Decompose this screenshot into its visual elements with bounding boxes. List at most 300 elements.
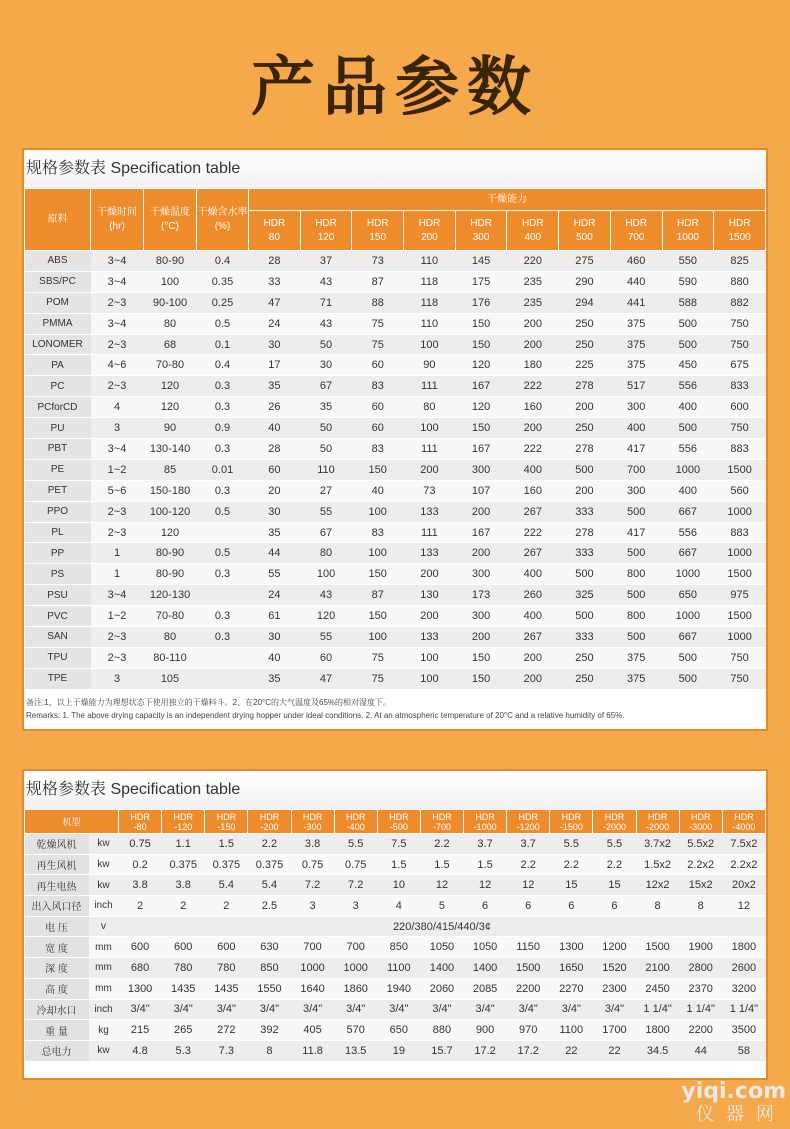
- model-header: HDR 150: [352, 211, 404, 251]
- value-cell: 73: [352, 251, 404, 272]
- value-cell: 47: [300, 668, 352, 689]
- value-cell: 588: [662, 292, 714, 313]
- material-cell: PL: [25, 522, 91, 543]
- value-cell: 4.8: [119, 1040, 162, 1061]
- value-cell: 17.2: [507, 1040, 550, 1061]
- model-header: HDR 120: [300, 211, 352, 251]
- value-cell: 850: [248, 958, 291, 979]
- model-header: HDR -80: [119, 810, 162, 834]
- value-cell: 300: [610, 480, 662, 501]
- value-cell: 200: [559, 480, 611, 501]
- value-cell: 0.4: [197, 355, 249, 376]
- value-cell: 325: [559, 585, 611, 606]
- material-cell: PPO: [25, 501, 91, 522]
- value-cell: 1000: [714, 543, 766, 564]
- material-cell: PE: [25, 459, 91, 480]
- value-cell: 600: [119, 937, 162, 958]
- parameter-label: 再生风机: [25, 854, 89, 875]
- value-cell: 1500: [636, 937, 679, 958]
- value-cell: 28: [249, 439, 301, 460]
- value-cell: 333: [559, 627, 611, 648]
- material-cell: ABS: [25, 251, 91, 272]
- value-cell: 60: [249, 459, 301, 480]
- value-cell: 175: [455, 271, 507, 292]
- value-cell: 517: [610, 376, 662, 397]
- value-cell: 0.9: [197, 418, 249, 439]
- value-cell: 43: [300, 313, 352, 334]
- value-cell: 88: [352, 292, 404, 313]
- model-header: HDR 500: [559, 211, 611, 251]
- value-cell: 2~3: [91, 376, 144, 397]
- value-cell: 80: [144, 627, 197, 648]
- value-cell: 80: [404, 397, 456, 418]
- value-cell: 60: [352, 355, 404, 376]
- value-cell: 300: [610, 397, 662, 418]
- value-cell: 100: [404, 668, 456, 689]
- value-cell: 1.5: [420, 854, 463, 875]
- value-cell: 35: [249, 376, 301, 397]
- value-cell: 1000: [662, 564, 714, 585]
- value-cell: 3.8: [162, 875, 205, 896]
- table-row: [25, 376, 766, 397]
- value-cell: 120: [300, 606, 352, 627]
- value-cell: 3/4": [291, 999, 334, 1020]
- material-cell: PSU: [25, 585, 91, 606]
- value-cell: 75: [352, 647, 404, 668]
- value-cell: 1520: [593, 958, 636, 979]
- table-row: [25, 251, 766, 272]
- value-cell: 40: [249, 418, 301, 439]
- value-cell: 400: [507, 606, 559, 627]
- table-row: [25, 854, 766, 875]
- value-cell: 7.3: [205, 1040, 248, 1061]
- table-row: [25, 543, 766, 564]
- value-cell: 750: [714, 313, 766, 334]
- value-cell: 900: [464, 1020, 507, 1041]
- value-cell: 1100: [550, 1020, 593, 1041]
- unit-cell: mm: [89, 978, 119, 999]
- value-cell: 0.3: [197, 627, 249, 648]
- value-cell: 2370: [679, 978, 722, 999]
- table-row: [25, 1040, 766, 1061]
- value-cell: 167: [455, 376, 507, 397]
- value-cell: 800: [610, 606, 662, 627]
- value-cell: 133: [404, 627, 456, 648]
- value-cell: 6: [550, 896, 593, 917]
- value-cell: 600: [714, 397, 766, 418]
- value-cell: 30: [249, 627, 301, 648]
- value-cell: 441: [610, 292, 662, 313]
- value-cell: 12: [420, 875, 463, 896]
- value-cell: 90: [144, 418, 197, 439]
- value-cell: 1300: [550, 937, 593, 958]
- model-header: HDR 80: [249, 211, 301, 251]
- value-cell: 500: [662, 418, 714, 439]
- value-cell: 120: [144, 522, 197, 543]
- value-cell: 675: [714, 355, 766, 376]
- value-cell: 100: [352, 501, 404, 522]
- value-cell: 2.2: [507, 854, 550, 875]
- value-cell: 10: [377, 875, 420, 896]
- value-cell: 700: [291, 937, 334, 958]
- value-cell: 37: [300, 251, 352, 272]
- value-cell: 0.1: [197, 334, 249, 355]
- value-cell: 7.5: [377, 834, 420, 855]
- value-cell: 8: [248, 1040, 291, 1061]
- parameter-label: 高 度: [25, 978, 89, 999]
- value-cell: 290: [559, 271, 611, 292]
- value-cell: 417: [610, 439, 662, 460]
- value-cell: 2200: [507, 978, 550, 999]
- value-cell: 267: [507, 543, 559, 564]
- value-cell: 650: [662, 585, 714, 606]
- value-cell: 3~4: [91, 439, 144, 460]
- value-cell: 15: [593, 875, 636, 896]
- value-cell: 590: [662, 271, 714, 292]
- value-cell: 235: [507, 271, 559, 292]
- value-cell: 556: [662, 376, 714, 397]
- value-cell: 28: [249, 251, 301, 272]
- value-cell: 200: [404, 459, 456, 480]
- value-cell: 20x2: [722, 875, 765, 896]
- value-cell: 100: [404, 647, 456, 668]
- value-cell: 0.2: [119, 854, 162, 875]
- value-cell: 120: [144, 397, 197, 418]
- value-cell: 278: [559, 376, 611, 397]
- value-cell: 0.3: [197, 376, 249, 397]
- model-header: HDR -700: [420, 810, 463, 834]
- value-cell: 35: [249, 522, 301, 543]
- value-cell: 222: [507, 522, 559, 543]
- value-cell: 1650: [550, 958, 593, 979]
- unit-cell: kw: [89, 875, 119, 896]
- table-row: [25, 334, 766, 355]
- value-cell: 120: [144, 376, 197, 397]
- value-cell: 2100: [636, 958, 679, 979]
- value-cell: 100: [404, 334, 456, 355]
- table-row: [25, 397, 766, 418]
- value-cell: 11.8: [291, 1040, 334, 1061]
- value-cell: 272: [205, 1020, 248, 1041]
- value-cell: 145: [455, 251, 507, 272]
- value-cell: 1800: [722, 937, 765, 958]
- value-cell: 680: [119, 958, 162, 979]
- table-row: [25, 501, 766, 522]
- value-cell: 250: [559, 418, 611, 439]
- value-cell: 12: [464, 875, 507, 896]
- value-cell: 26: [249, 397, 301, 418]
- material-cell: PA: [25, 355, 91, 376]
- value-cell: 1150: [507, 937, 550, 958]
- value-cell: 2~3: [91, 647, 144, 668]
- value-cell: 500: [662, 668, 714, 689]
- value-cell: 500: [610, 543, 662, 564]
- value-cell: 2: [119, 896, 162, 917]
- watermark-logo: yiqi.com 仪器网: [681, 1079, 786, 1125]
- table-notes: [24, 690, 766, 722]
- value-cell: 300: [455, 459, 507, 480]
- value-cell: 1700: [593, 1020, 636, 1041]
- value-cell: 3/4": [593, 999, 636, 1020]
- value-cell: 500: [662, 313, 714, 334]
- value-cell: 2085: [464, 978, 507, 999]
- value-cell: 6: [464, 896, 507, 917]
- value-cell: 250: [559, 334, 611, 355]
- material-cell: POM: [25, 292, 91, 313]
- model-header: HDR -2000: [636, 810, 679, 834]
- material-cell: PMMA: [25, 313, 91, 334]
- value-cell: 3/4": [550, 999, 593, 1020]
- value-cell: 0.75: [334, 854, 377, 875]
- value-cell: 1 1/4": [679, 999, 722, 1020]
- material-cell: TPU: [25, 647, 91, 668]
- table-row: [25, 564, 766, 585]
- value-cell: 3/4": [377, 999, 420, 1020]
- value-cell: 3200: [722, 978, 765, 999]
- value-cell: 1 1/4": [722, 999, 765, 1020]
- value-cell: 0.75: [291, 854, 334, 875]
- model-header: HDR -300: [291, 810, 334, 834]
- value-cell: 200: [507, 668, 559, 689]
- value-cell: 0.3: [197, 606, 249, 627]
- value-cell: 15: [550, 875, 593, 896]
- table-row: [25, 522, 766, 543]
- value-cell: 294: [559, 292, 611, 313]
- unit-cell: mm: [89, 958, 119, 979]
- value-cell: 90: [404, 355, 456, 376]
- value-cell: 5.4: [248, 875, 291, 896]
- material-cell: SBS/PC: [25, 271, 91, 292]
- value-cell: 275: [559, 251, 611, 272]
- unit-cell: inch: [89, 896, 119, 917]
- value-cell: 40: [249, 647, 301, 668]
- value-cell: 33: [249, 271, 301, 292]
- material-cell: PVC: [25, 606, 91, 627]
- value-cell: 4: [91, 397, 144, 418]
- parameter-label: 宽 度: [25, 937, 89, 958]
- col-drying-time-header: 干燥时间 (hr): [91, 189, 144, 251]
- value-cell: 2.2: [593, 854, 636, 875]
- value-cell: 850: [377, 937, 420, 958]
- value-cell: 3/4": [334, 999, 377, 1020]
- value-cell: 71: [300, 292, 352, 313]
- value-cell: 1.5: [205, 834, 248, 855]
- value-cell: 7.2: [334, 875, 377, 896]
- model-header: HDR 700: [610, 211, 662, 251]
- value-cell: 1.5x2: [636, 854, 679, 875]
- value-cell: 47: [249, 292, 301, 313]
- value-cell: 460: [610, 251, 662, 272]
- table-row: [25, 896, 766, 917]
- value-cell: 1100: [377, 958, 420, 979]
- value-cell: 22: [593, 1040, 636, 1061]
- value-cell: 15.7: [420, 1040, 463, 1061]
- value-cell: 2~3: [91, 522, 144, 543]
- table-row: [25, 439, 766, 460]
- value-cell: 1400: [420, 958, 463, 979]
- value-cell: 1200: [593, 937, 636, 958]
- col-moisture-header: 干燥含水率 (%): [197, 189, 249, 251]
- value-cell: 392: [248, 1020, 291, 1041]
- table-row: [25, 834, 766, 855]
- unit-cell: kg: [89, 1020, 119, 1041]
- value-cell: 150-180: [144, 480, 197, 501]
- value-cell: 267: [507, 627, 559, 648]
- value-cell: 173: [455, 585, 507, 606]
- table-row: [25, 875, 766, 896]
- value-cell: 17: [249, 355, 301, 376]
- value-cell: 3.7: [507, 834, 550, 855]
- value-cell: 100: [300, 564, 352, 585]
- value-cell: 176: [455, 292, 507, 313]
- table-row: [25, 480, 766, 501]
- model-header: HDR 400: [507, 211, 559, 251]
- parameter-label: 乾燥风机: [25, 834, 89, 855]
- value-cell: 85: [144, 459, 197, 480]
- value-cell: 1860: [334, 978, 377, 999]
- value-cell: 167: [455, 522, 507, 543]
- value-cell: 215: [119, 1020, 162, 1041]
- value-cell: 2.2: [550, 854, 593, 875]
- value-cell: 1~2: [91, 606, 144, 627]
- value-cell: 975: [714, 585, 766, 606]
- value-cell: 200: [507, 647, 559, 668]
- value-cell: 1050: [464, 937, 507, 958]
- value-cell: 2~3: [91, 292, 144, 313]
- value-cell: 5.5x2: [679, 834, 722, 855]
- value-cell: 60: [352, 418, 404, 439]
- value-cell: 278: [559, 439, 611, 460]
- spec-table-drying-capacity: [22, 148, 768, 731]
- value-cell: 58: [722, 1040, 765, 1061]
- value-cell: 630: [248, 937, 291, 958]
- value-cell: 80-110: [144, 647, 197, 668]
- value-cell: 1940: [377, 978, 420, 999]
- value-cell: 3.7: [464, 834, 507, 855]
- parameter-label: 再生电热: [25, 875, 89, 896]
- value-cell: 107: [455, 480, 507, 501]
- model-header: HDR -500: [377, 810, 420, 834]
- value-cell: 2.5: [248, 896, 291, 917]
- value-cell: 110: [300, 459, 352, 480]
- spec-table-machine-parameters: [22, 769, 768, 1080]
- value-cell: 2.2: [248, 834, 291, 855]
- value-cell: 405: [291, 1020, 334, 1041]
- table-row: [25, 585, 766, 606]
- value-cell: 2.2: [420, 834, 463, 855]
- value-cell: 67: [300, 376, 352, 397]
- value-cell: 0.3: [197, 439, 249, 460]
- value-cell: 600: [205, 937, 248, 958]
- value-cell: 3/4": [205, 999, 248, 1020]
- table-row: [25, 313, 766, 334]
- value-cell: 667: [662, 627, 714, 648]
- value-cell: 1500: [714, 606, 766, 627]
- value-cell: 1000: [714, 627, 766, 648]
- value-cell: 7.5x2: [722, 834, 765, 855]
- table-row: [25, 937, 766, 958]
- value-cell: 44: [249, 543, 301, 564]
- parameter-label: 深 度: [25, 958, 89, 979]
- model-header: HDR 1500: [714, 211, 766, 251]
- value-cell: 333: [559, 543, 611, 564]
- table-row: [25, 1020, 766, 1041]
- value-cell: 83: [352, 439, 404, 460]
- value-cell: 0.3: [197, 480, 249, 501]
- value-cell: 60: [352, 397, 404, 418]
- value-cell: 267: [507, 501, 559, 522]
- value-cell: 1.1: [162, 834, 205, 855]
- value-cell: 375: [610, 668, 662, 689]
- value-cell: 120: [455, 397, 507, 418]
- value-cell: 417: [610, 522, 662, 543]
- value-cell: 375: [610, 313, 662, 334]
- value-cell: 4~6: [91, 355, 144, 376]
- value-cell: 100-120: [144, 501, 197, 522]
- value-cell: 780: [162, 958, 205, 979]
- value-cell: 222: [507, 376, 559, 397]
- value-cell: 500: [610, 627, 662, 648]
- unit-cell: inch: [89, 999, 119, 1020]
- table-row: [25, 978, 766, 999]
- value-cell: 67: [300, 522, 352, 543]
- value-cell: 3/4": [420, 999, 463, 1020]
- table-row: [25, 606, 766, 627]
- value-cell: 34.5: [636, 1040, 679, 1061]
- value-cell: 400: [507, 459, 559, 480]
- material-cell: PCforCD: [25, 397, 91, 418]
- parameter-label: 冷却水口: [25, 999, 89, 1020]
- value-cell: 80-90: [144, 543, 197, 564]
- value-cell: 200: [455, 627, 507, 648]
- value-cell: 1 1/4": [636, 999, 679, 1020]
- value-cell: 600: [162, 937, 205, 958]
- value-cell: 1000: [334, 958, 377, 979]
- material-cell: PET: [25, 480, 91, 501]
- value-cell: 3~4: [91, 585, 144, 606]
- value-cell: 83: [352, 522, 404, 543]
- value-cell: 883: [714, 439, 766, 460]
- col-material-header: 原料: [25, 189, 91, 251]
- value-cell: 3.8: [291, 834, 334, 855]
- value-cell: 500: [610, 501, 662, 522]
- value-cell: 1435: [205, 978, 248, 999]
- value-cell: 75: [352, 313, 404, 334]
- value-cell: 0.5: [197, 501, 249, 522]
- value-cell: 1000: [662, 459, 714, 480]
- value-cell: 1435: [162, 978, 205, 999]
- value-cell: 40: [352, 480, 404, 501]
- value-cell: 30: [249, 334, 301, 355]
- value-cell: [197, 522, 249, 543]
- value-cell: 133: [404, 543, 456, 564]
- value-cell: 450: [662, 355, 714, 376]
- table-row: [25, 916, 766, 937]
- value-cell: 150: [352, 459, 404, 480]
- value-cell: 200: [507, 418, 559, 439]
- value-cell: 200: [404, 564, 456, 585]
- value-cell: 90-100: [144, 292, 197, 313]
- material-cell: LONOMER: [25, 334, 91, 355]
- value-cell: 8: [679, 896, 722, 917]
- value-cell: 333: [559, 501, 611, 522]
- value-cell: 2.2x2: [722, 854, 765, 875]
- value-cell: 440: [610, 271, 662, 292]
- value-cell: 111: [404, 376, 456, 397]
- value-cell: 0.3: [197, 397, 249, 418]
- value-cell: 167: [455, 439, 507, 460]
- value-cell: 700: [610, 459, 662, 480]
